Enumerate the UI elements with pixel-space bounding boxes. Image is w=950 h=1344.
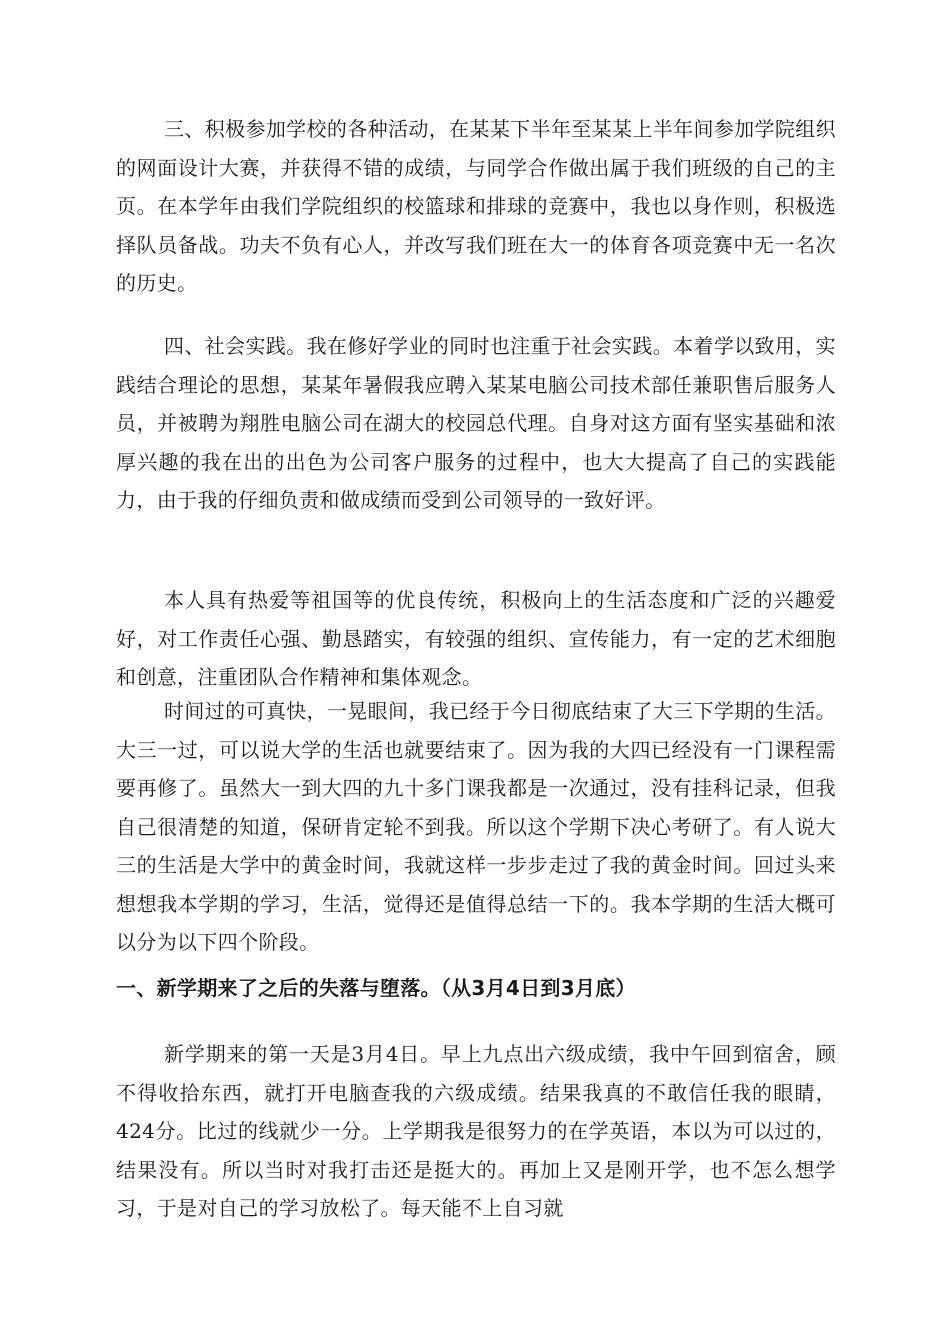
paragraph-new-semester: 新学期来的第一天是3月4日。早上九点出六级成绩，我中午回到宿舍，顾不得收拾东西，就打开电脑查我的六级成绩。结果我真的不敢信任我的眼睛，424分。比过的线就少一分。上学期我是很努力的在学英语，本以为可以过的，结果没有。所以当时对我打击还是挺大的。再加上又是刚开学，也不怎么想学习，于是对自己的学习放松了。每天能不上自习就 <box>116 1042 836 1220</box>
paragraph-semester-summary: 时间过的可真快，一晃眼间，我已经于今日彻底结束了大三下学期的生活。大三一过，可以说大学的生活也就要结束了。因为我的大四已经没有一门课程需要再修了。虽然大一到大四的九十多门课我都是一次通过，没有挂科记录，但我自己很清楚的知道，保研肯定轮不到我。所以这个学期下决心考研了。有人说大三的生活是大学中的黄金时间，我就这样一步步走过了我的黄金时间。回过头来想想我本学期的学习，生活，觉得还是值得总结一下的。我本学期的生活大概可以分为以下四个阶段。 <box>116 699 836 954</box>
paragraph-social-practice: 四、社会实践。我在修好学业的同时也注重于社会实践。本着学以致用，实践结合理论的思想，某某年暑假我应聘入某某电脑公司技术部任兼职售后服务人员，并被聘为翔胜电脑公司在湖大的校园总代理。自身对这方面有坚实基础和浓厚兴趣的我在出的出色为公司客户服务的过程中，也大大提高了自己的实践能力，由于我的仔细负责和做成绩而受到公司领导的一致好评。 <box>116 334 836 512</box>
paragraph-personal-qualities: 本人具有热爱等祖国等的优良传统，积极向上的生活态度和广泛的兴趣爱好，对工作责任心强、勤恳踏实，有较强的组织、宣传能力，有一定的艺术细胞和创意，注重团队合作精神和集体观念。 <box>116 588 836 689</box>
paragraph-activities: 三、积极参加学校的各种活动，在某某下半年至某某上半年间参加学院组织的网面设计大赛，并获得不错的成绩，与同学合作做出属于我们班级的自己的主页。在本学年由我们学院组织的校篮球和排球的竞赛中，我也以身作则，积极选择队员备战。功夫不负有心人，并改写我们班在大一的体育各项竞赛中无一名次的历史。 <box>116 117 836 295</box>
section-heading: 一、新学期来了之后的失落与堕落。（从3月4日到3月底） <box>116 976 636 1000</box>
